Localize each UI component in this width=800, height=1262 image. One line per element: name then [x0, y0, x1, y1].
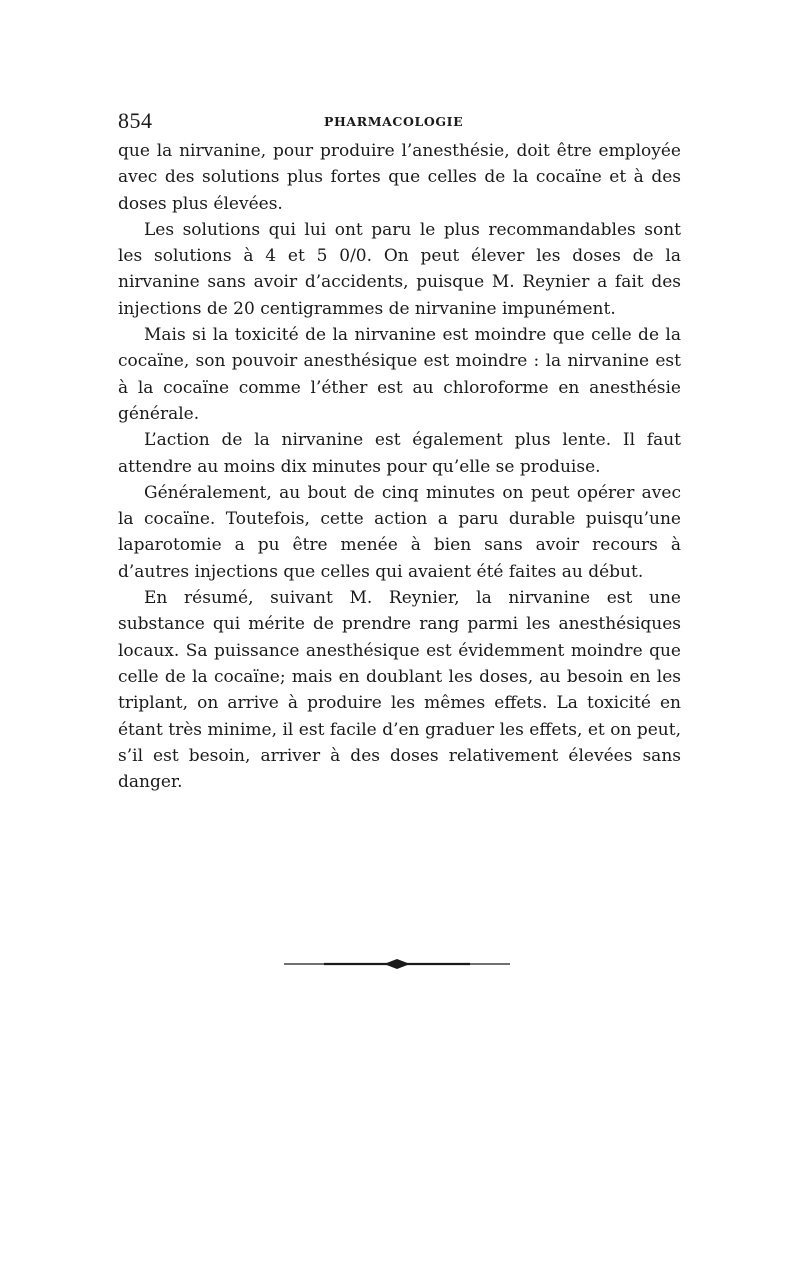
- body-text: [118, 138, 681, 795]
- paragraph-3: Mais si la toxicité de la nirvanine est moindre que celle de la cocaïne, son pouvoir anesthésique est moindre : la nirvanine est à la cocaïne comme l’éther est au chloroforme en anesthésie générale.: [118, 325, 681, 424]
- paragraph-2: Les solutions qui lui ont paru le plus recommandables sont les solutions à 4 et 5 0/0. On peut élever les doses de la nirvanine sans avoir d’accidents, puisque M. Reynier a fait des injections de 20 centigrammes de nirvanine impunément.: [118, 219, 681, 319]
- book-page: [118, 108, 681, 795]
- running-head: [118, 108, 681, 138]
- paragraph-4: L’action de la nirvanine est également plus lente. Il faut attendre au moins dix minutes pour qu’elle se produise.: [118, 430, 681, 477]
- paragraph-5: Généralement, au bout de cinq minutes on peut opérer avec la cocaïne. Toutefois, cette action a paru durable puisqu’une laparotomie a pu être menée à bien sans avoir recours à d’autres injections que celles qui avaient été faites au début.: [118, 482, 681, 582]
- section-end-ornament: [284, 958, 510, 970]
- page-number: 854: [118, 108, 153, 133]
- paragraph-6: En résumé, suivant M. Reynier, la nirvanine est une substance qui mérite de prendre rang parmi les anesthésiques locaux. Sa puissance anesthésique est évidemment moindre que celle de la cocaïne; mais en doublant les doses, au besoin en les triplant, on arrive à produire les mêmes effets. La toxicité en étant très minime, il est facile d’en graduer les effets, et on peut, s’il est besoin, arriver à des doses relativement élevées sans danger.: [118, 588, 681, 793]
- running-title: PHARMACOLOGIE: [324, 114, 464, 129]
- paragraph-1: que la nirvanine, pour produire l’anesthésie, doit être employée avec des solutions plus fortes que celles de la cocaïne et à des doses plus élevées.: [118, 141, 681, 214]
